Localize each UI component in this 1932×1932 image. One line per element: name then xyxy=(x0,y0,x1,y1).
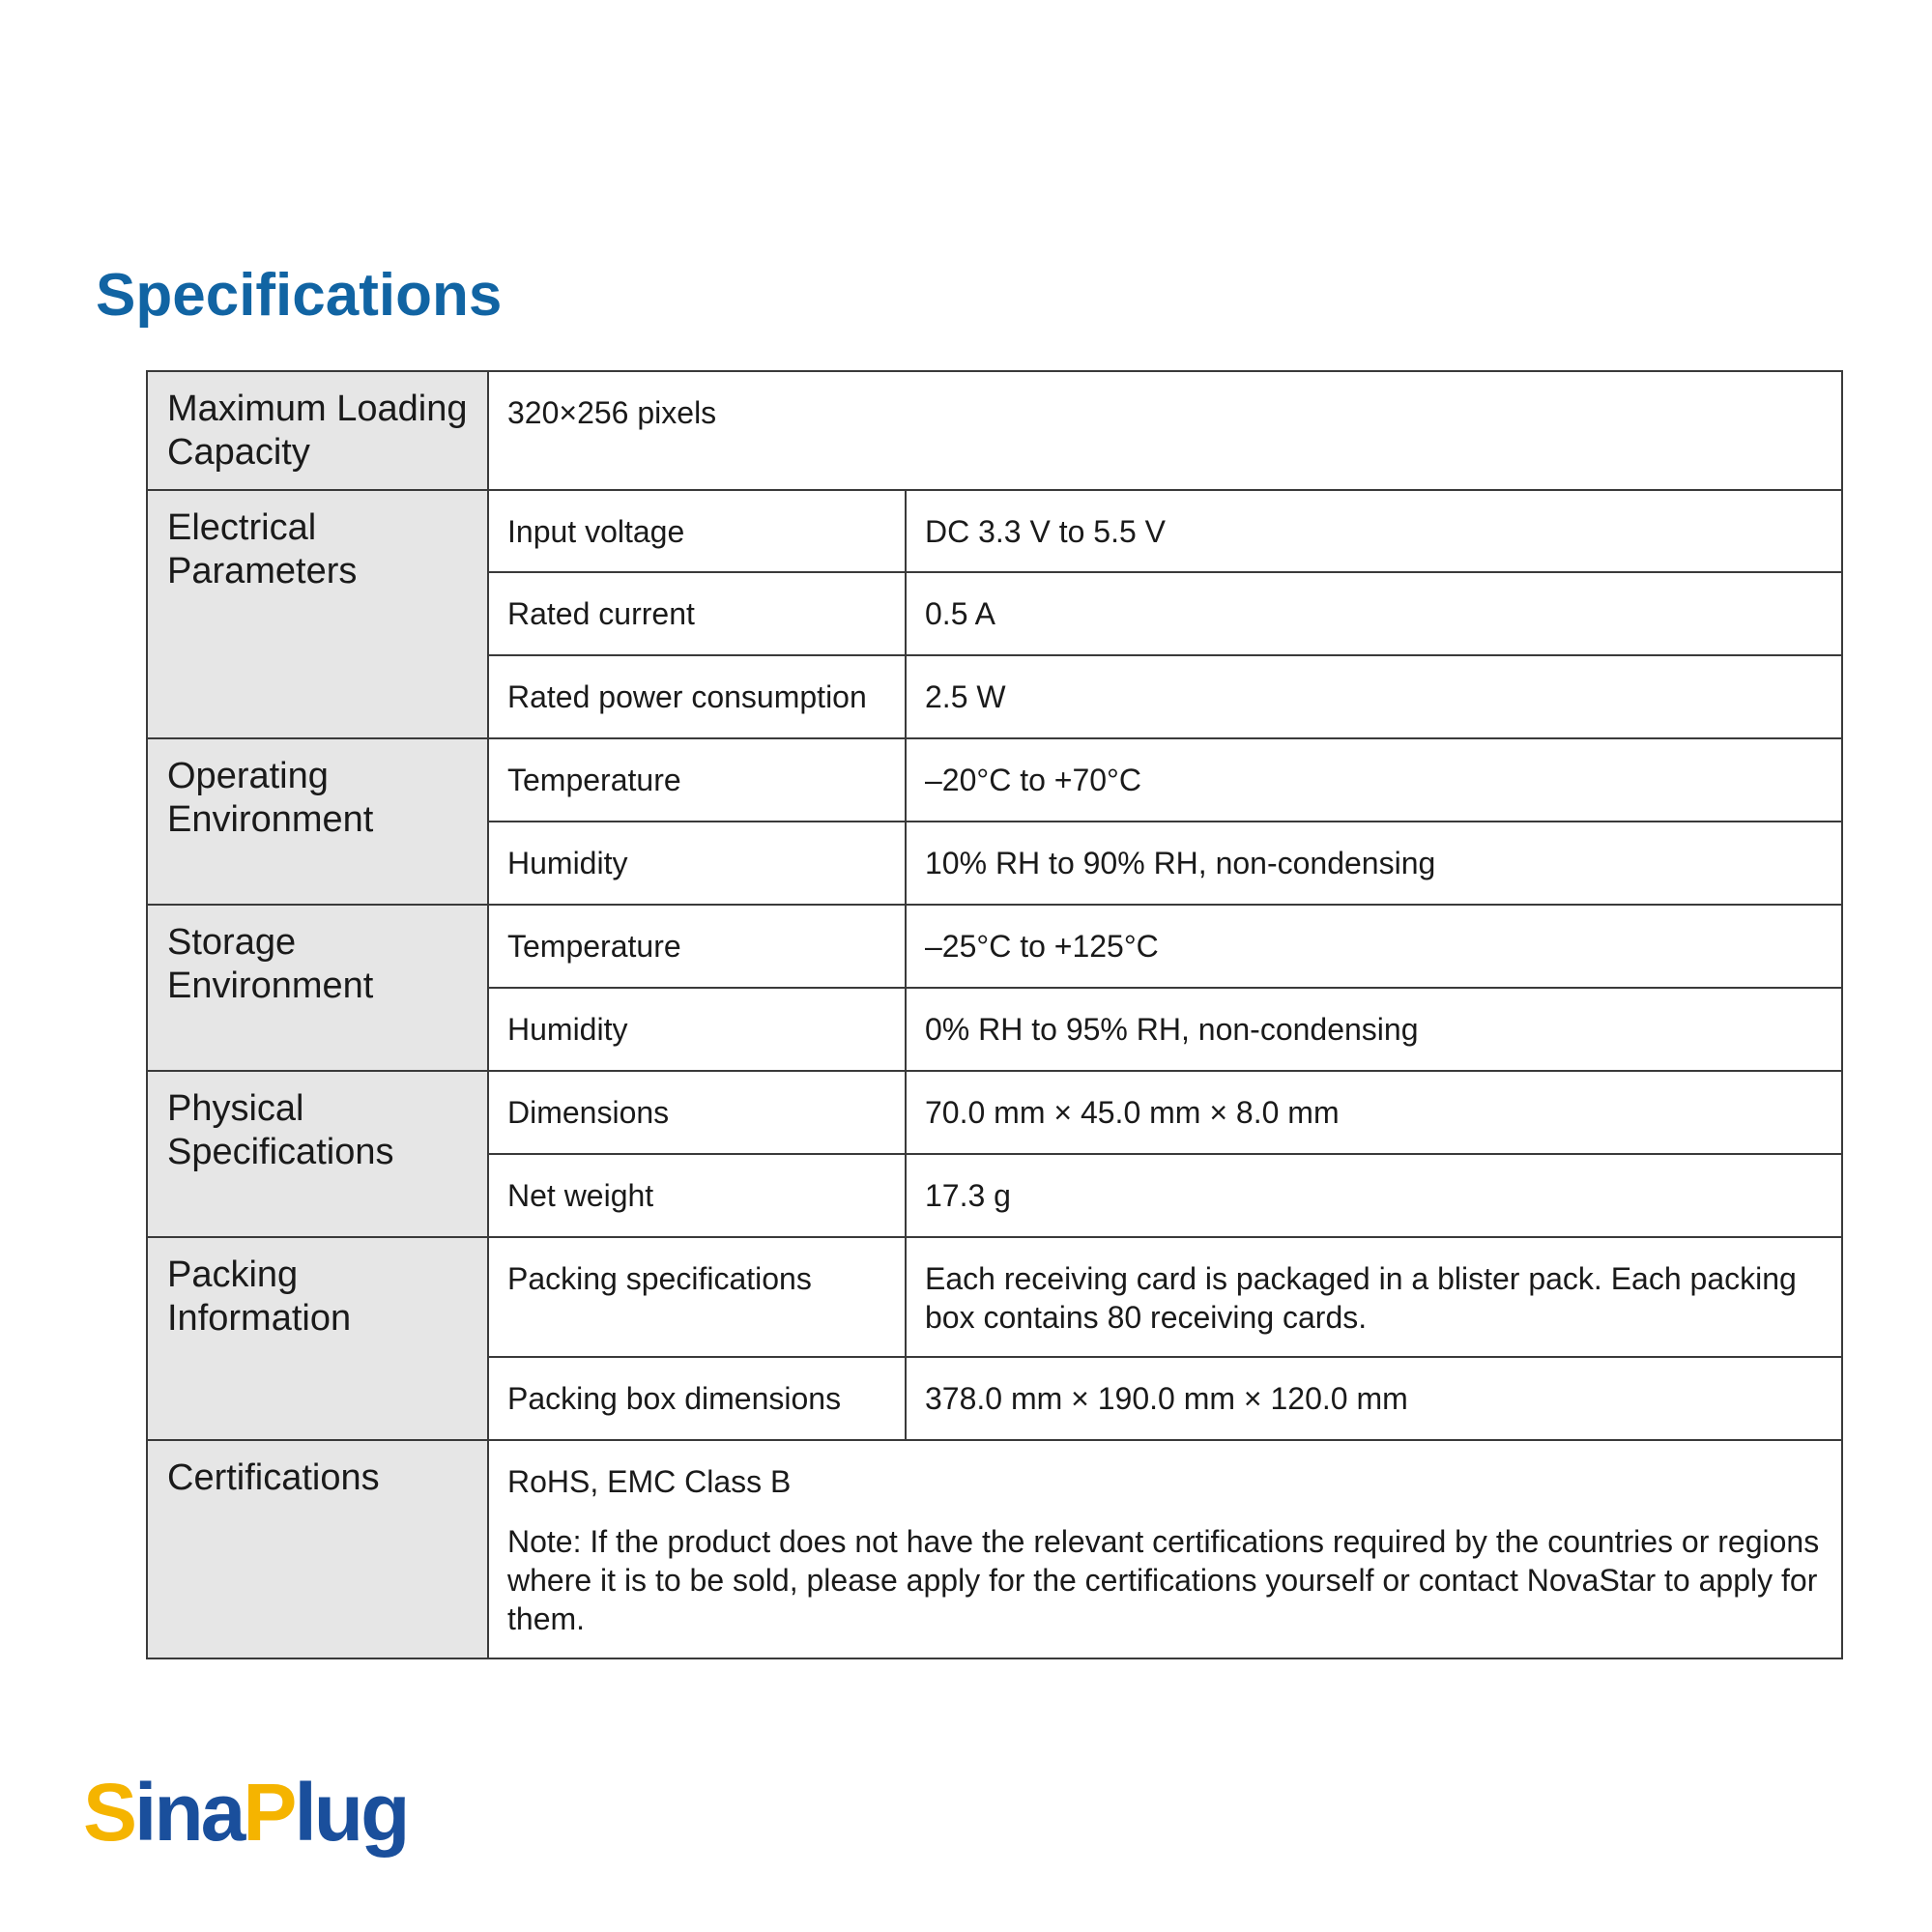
spec-value: 2.5 W xyxy=(925,679,1006,714)
spec-value: 10% RH to 90% RH, non-condensing xyxy=(925,846,1436,880)
logo-letter-s: S xyxy=(83,1767,135,1858)
category-label: Electrical Parameters xyxy=(167,507,358,591)
category-cell-certifications xyxy=(147,1440,488,1658)
spec-value: 0.5 A xyxy=(925,596,995,631)
spec-key-cell xyxy=(488,1154,906,1237)
category-cell-electrical xyxy=(147,490,488,738)
certifications-value: RoHS, EMC Class B xyxy=(507,1464,792,1499)
spec-key-cell xyxy=(488,988,906,1071)
spec-value: 17.3 g xyxy=(925,1178,1011,1213)
table-row xyxy=(147,1440,1842,1658)
page-title: Specifications xyxy=(96,262,503,329)
spec-value-cell xyxy=(906,1237,1842,1357)
category-cell-packing xyxy=(147,1237,488,1440)
value-cell-max-loading xyxy=(488,371,1842,490)
table-row xyxy=(147,905,1842,988)
spec-value-cell xyxy=(906,655,1842,738)
logo-letters-ina: ina xyxy=(134,1767,244,1858)
value-cell-certifications xyxy=(488,1440,1842,1658)
table-row xyxy=(147,371,1842,490)
spec-value-cell xyxy=(906,1071,1842,1154)
spec-value-cell xyxy=(906,572,1842,655)
category-cell-physical xyxy=(147,1071,488,1237)
category-label: Operating Environment xyxy=(167,756,374,840)
category-label: Certifications xyxy=(167,1457,380,1498)
table-row xyxy=(147,738,1842,822)
spec-value: 70.0 mm × 45.0 mm × 8.0 mm xyxy=(925,1095,1340,1130)
spec-key: Temperature xyxy=(507,929,681,964)
spec-key: Rated current xyxy=(507,596,695,631)
spec-key: Rated power consumption xyxy=(507,679,867,714)
category-label: Storage Environment xyxy=(167,922,374,1006)
spec-key-cell xyxy=(488,905,906,988)
spec-key: Net weight xyxy=(507,1178,654,1213)
spec-value: Each receiving card is packaged in a blister pack. Each packing box contains 80 receiving cards. xyxy=(925,1261,1797,1335)
spec-key-cell xyxy=(488,490,906,572)
category-cell-operating xyxy=(147,738,488,905)
table-row xyxy=(147,490,1842,572)
spec-key-cell xyxy=(488,1071,906,1154)
logo-letters-lug: lug xyxy=(294,1767,408,1858)
spec-key-cell xyxy=(488,572,906,655)
spec-value-cell xyxy=(906,988,1842,1071)
spec-key-cell xyxy=(488,655,906,738)
spec-value-cell xyxy=(906,905,1842,988)
spec-value: 0% RH to 95% RH, non-condensing xyxy=(925,1012,1419,1047)
spec-value-cell xyxy=(906,738,1842,822)
category-cell-max-loading xyxy=(147,371,488,490)
spec-key: Packing specifications xyxy=(507,1261,812,1296)
spec-value-cell xyxy=(906,822,1842,905)
certifications-note: Note: If the product does not have the relevant certifications required by the countries or regions where it is to be sold, please apply for the certifications yourself or contact NovaStar to apply for them. xyxy=(507,1524,1820,1636)
spec-key-cell xyxy=(488,1357,906,1440)
logo-letter-p: P xyxy=(243,1767,295,1858)
spec-key: Input voltage xyxy=(507,514,685,549)
spec-key: Temperature xyxy=(507,763,681,797)
spec-value: –25°C to +125°C xyxy=(925,929,1159,964)
spec-key: Humidity xyxy=(507,846,628,880)
spec-key-cell xyxy=(488,738,906,822)
spec-key: Dimensions xyxy=(507,1095,670,1130)
spec-value-cell xyxy=(906,1357,1842,1440)
table-row xyxy=(147,1237,1842,1357)
spec-value: DC 3.3 V to 5.5 V xyxy=(925,514,1167,549)
spec-value: 320×256 pixels xyxy=(507,395,717,430)
spec-key-cell xyxy=(488,1237,906,1357)
spec-key: Humidity xyxy=(507,1012,628,1047)
category-label: Maximum Loading Capacity xyxy=(167,389,468,473)
spec-value-cell xyxy=(906,1154,1842,1237)
category-cell-storage xyxy=(147,905,488,1071)
specifications-table xyxy=(146,370,1843,1659)
spec-key: Packing box dimensions xyxy=(507,1381,842,1416)
category-label: Packing Information xyxy=(167,1254,352,1339)
spec-key-cell xyxy=(488,822,906,905)
logo-wordmark xyxy=(83,1767,407,1858)
spec-value: –20°C to +70°C xyxy=(925,763,1141,797)
table-row xyxy=(147,1071,1842,1154)
sinaplug-logo xyxy=(81,1761,410,1867)
spec-value: 378.0 mm × 190.0 mm × 120.0 mm xyxy=(925,1381,1408,1416)
category-label: Physical Specifications xyxy=(167,1088,394,1172)
spec-value-cell xyxy=(906,490,1842,572)
